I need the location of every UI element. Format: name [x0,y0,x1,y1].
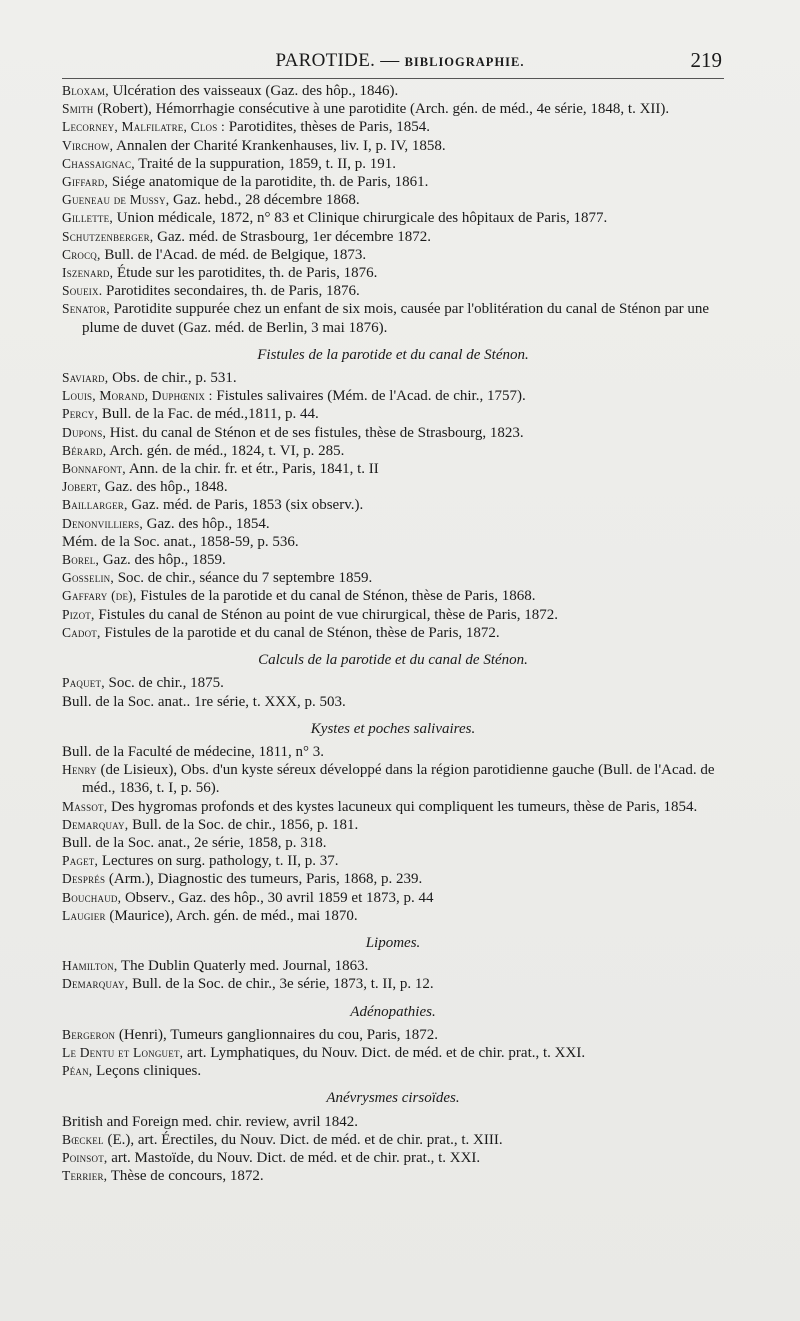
bibliography-section [62,1003,724,1081]
entry-author: Soueix. [62,283,103,299]
entry-text: Soc. de chir., séance du 7 septembre 1859. [117,570,373,587]
entry-author: Hamilton, [62,958,118,974]
section-title: Kystes et poches salivaires. [310,720,476,737]
entry-author: Denonvilliers, [62,515,143,531]
entry-text: art. Lymphatiques, du Nouv. Dict. de méd. et de chir. prat., t. XXI. [186,1044,586,1061]
bibliography-entry [62,533,724,551]
entry-text: Gaz. des hôp., 1859. [102,552,226,569]
bibliography-entry [62,387,724,405]
entry-author: Crocq, [62,246,101,262]
bibliography-entry [62,798,724,816]
section-title: Calculs de la parotide et du canal de Sténon. [258,652,528,669]
bibliography-entry [62,424,724,442]
entry-author: Smith [62,101,94,117]
entry-author: Senator, [62,301,110,317]
entry-text: (E.), art. Érectiles, du Nouv. Dict. de méd. et de chir. prat., t. XIII. [107,1131,503,1148]
entry-text: Gaz. des hôp., 1854. [146,515,270,532]
entry-author: Gueneau de Mussy, [62,192,170,208]
bibliography-entry [62,693,724,711]
bibliography-entry [62,587,724,605]
entry-author: Gosselin, [62,570,114,586]
bibliography-entry [62,369,724,387]
entry-text: Parotidites, thèses de Paris, 1854. [228,119,430,136]
bibliography-entry [62,606,724,624]
bibliography-entry [62,442,724,460]
entry-author: Chassaignac, [62,155,135,171]
bibliography-entry [62,907,724,925]
bibliography-entry [62,515,724,533]
bibliography-section [62,720,724,925]
entry-author: Henry [62,762,97,778]
bibliography-entry [62,118,724,136]
entry-text: Fistules de la parotide et du canal de Sténon, thèse de Paris, 1872. [104,624,500,641]
entry-text: Thèse de concours, 1872. [110,1168,264,1185]
entry-author: Demarquay, [62,816,129,832]
bibliography-entry [62,569,724,587]
entry-text: Bull. de l'Acad. de méd. de Belgique, 1873. [104,246,367,263]
entry-author: Louis, Morand, Duphœnix : [62,388,213,404]
bibliography-entry [62,870,724,888]
entry-author: Schutzenberger, [62,228,154,244]
bibliography-entry [62,551,724,569]
entry-text: Gaz. méd. de Paris, 1853 (six observ.). [131,497,364,514]
entry-text: Des hygromas profonds et des kystes lacuneux qui compliquent les tumeurs, thèse de Paris, 1854. [111,798,698,815]
bibliography-section [62,934,724,994]
bibliography-entry [62,1044,724,1062]
entry-author: Pizot, [62,606,95,622]
bibliography-entry [62,100,724,118]
entry-text: Ann. de la chir. fr. et étr., Paris, 1841, t. II [128,461,379,478]
entry-text: Bull. de la Fac. de méd.,1811, p. 44. [101,406,319,423]
entry-text: Traité de la suppuration, 1859, t. II, p. 191. [138,155,397,172]
entry-text: (Arm.), Diagnostic des tumeurs, Paris, 1868, p. 239. [108,871,423,888]
bibliography-entry [62,1062,724,1080]
bibliography-entry [62,300,724,336]
entry-text: Étude sur les parotidites, th. de Paris, 1876. [116,265,378,282]
entry-text: Gaz. hebd., 28 décembre 1868. [173,192,360,209]
entry-text: (de Lisieux), Obs. d'un kyste séreux développé dans la région parotidienne gauche (Bull. de l'Acad. de méd., 1836, t. I, p. 56). [82,762,715,797]
bibliography-entry [62,209,724,227]
entry-author: Bérard, [62,442,107,458]
bibliography-entry [62,674,724,692]
entry-author: Bœckel [62,1131,104,1147]
title-sub: BIBLIOGRAPHIE. [404,55,525,69]
bibliography-section [62,82,724,337]
entry-text: Gaz. méd. de Strasbourg, 1er décembre 1872. [157,228,431,245]
entry-text: Mém. de la Soc. anat., 1858-59, p. 536. [62,533,299,550]
entry-author: Terrier, [62,1168,108,1184]
entry-text: Union médicale, 1872, n° 83 et Clinique chirurgicale des hôpitaux de Paris, 1877. [116,210,608,227]
bibliography-section [62,1089,724,1185]
bibliography-entry [62,852,724,870]
bibliography-section [62,651,724,711]
entry-author: Cadot, [62,624,101,640]
bibliography-entry [62,282,724,300]
entry-author: Paquet, [62,675,105,691]
entry-author: Demarquay, [62,976,129,992]
entry-author: Després [62,871,106,887]
entry-author: Poinsot, [62,1149,108,1165]
entry-text: Observ., Gaz. des hôp., 30 avril 1859 et 1873, p. 44 [124,889,434,906]
bibliography-entry [62,1149,724,1167]
entry-author: Gaffary (de), [62,588,137,604]
bibliography-entry [62,1131,724,1149]
bibliography-entry [62,1167,724,1185]
entry-text: Bull. de la Faculté de médecine, 1811, n° 3. [62,743,325,760]
entry-author: Massot, [62,798,108,814]
running-header [0,46,800,74]
entry-author: Saviard, [62,370,109,386]
title-main: PAROTIDE. — [275,50,400,71]
bibliography-entry [62,834,724,852]
entry-author: Péan, [62,1063,93,1079]
bibliography-entry [62,228,724,246]
bibliography-entry [62,761,724,797]
bibliography-section [62,346,724,642]
entry-text: Gaz. des hôp., 1848. [104,479,228,496]
bibliography-entry [62,496,724,514]
entry-author: Borel, [62,552,100,568]
entry-text: Fistules du canal de Sténon au point de vue chirurgical, thèse de Paris, 1872. [98,606,558,623]
entry-text: art. Mastoïde, du Nouv. Dict. de méd. et de chir. prat., t. XXI. [111,1149,481,1166]
section-title: Lipomes. [365,934,421,951]
entry-author: Percy, [62,406,99,422]
entry-text: (Henri), Tumeurs ganglionnaires du cou, Paris, 1872. [118,1026,438,1043]
entry-text: Ulcération des vaisseaux (Gaz. des hôp., 1846). [112,83,399,99]
bibliography-entry [62,1026,724,1044]
entry-text: Parotidite suppurée chez un enfant de six mois, causée par l'oblitération du canal de Sténon par une plume de duvet (Gaz. méd. de Berlin, 3 mai 1876). [82,301,710,336]
entry-author: Laugier [62,907,106,923]
bibliography-entry [62,246,724,264]
entry-text: Fistules de la parotide et du canal de Sténon, thèse de Paris, 1868. [140,588,536,605]
bibliography-entry [62,191,724,209]
entry-author: Jobert, [62,479,101,495]
bibliography-entry [62,624,724,642]
entry-text: Siége anatomique de la parotidite, th. de Paris, 1861. [111,174,429,191]
entry-text: Bull. de la Soc. de chir., 3e série, 1873, t. II, p. 12. [132,976,434,993]
entry-author: Bergeron [62,1026,116,1042]
bibliography-entry [62,137,724,155]
bibliography-entry [62,816,724,834]
entry-text: Arch. gén. de méd., 1824, t. VI, p. 285. [109,442,345,459]
bibliography-entry [62,975,724,993]
bibliography-entry [62,1113,724,1131]
entry-author: Giffard, [62,174,109,190]
bibliography-entry [62,889,724,907]
entry-author: Baillarger, [62,497,128,513]
entry-author: Lecorney, Malfilatre, Clos : [62,119,225,135]
entry-author: Iszenard, [62,265,114,281]
entry-author: Bonnafont, [62,461,126,477]
entry-text: British and Foreign med. chir. review, avril 1842. [62,1113,359,1130]
entry-text: Annalen der Charité Krankenhauses, liv. I, p. IV, 1858. [116,137,446,154]
page-number: 219 [690,48,722,72]
entry-text: Obs. de chir., p. 531. [112,370,237,387]
entry-text: Bull. de la Soc. anat.. 1re série, t. XXX, p. 503. [62,693,346,710]
entry-text: The Dublin Quaterly med. Journal, 1863. [120,958,369,975]
entry-author: Bouchaud, [62,889,122,905]
entry-author: Le Dentu et Longuet, [62,1044,184,1060]
page-title [0,50,800,72]
entry-author: Gillette, [62,210,113,226]
entry-author: Paget, [62,853,99,869]
entry-text: Soc. de chir., 1875. [108,675,224,692]
bibliography-entry [62,478,724,496]
entry-text: Parotidites secondaires, th. de Paris, 1876. [106,283,360,300]
section-title: Adénopathies. [350,1003,436,1020]
bibliography-entry [62,957,724,975]
entry-author: Virchow, [62,137,114,153]
bibliography-entry [62,155,724,173]
section-title: Anévrysmes cirsoïdes. [326,1090,460,1107]
header-rule [62,78,724,79]
bibliography-entry [62,743,724,761]
entry-text: Bull. de la Soc. anat., 2e série, 1858, p. 318. [62,834,327,851]
entry-text: Lectures on surg. pathology, t. II, p. 37. [101,853,339,870]
section-title: Fistules de la parotide et du canal de Sténon. [257,346,529,363]
entry-author: Bloxam, [62,83,109,98]
entry-author: Dupons, [62,424,107,440]
bibliography-entry [62,460,724,478]
entry-text: Fistules salivaires (Mém. de l'Acad. de chir., 1757). [216,388,526,405]
bibliography-entry [62,264,724,282]
entry-text: (Maurice), Arch. gén. de méd., mai 1870. [109,907,358,924]
bibliography-entry [62,405,724,423]
bibliography-entry [62,82,724,100]
bibliography-content [62,82,724,1185]
entry-text: (Robert), Hémorrhagie consécutive à une parotidite (Arch. gén. de méd., 4e série, 1848, t. XII). [97,101,670,118]
bibliography-entry [62,173,724,191]
entry-text: Bull. de la Soc. de chir., 1856, p. 181. [132,816,359,833]
entry-text: Hist. du canal de Sténon et de ses fistules, thèse de Strasbourg, 1823. [109,424,524,441]
entry-text: Leçons cliniques. [96,1063,202,1080]
